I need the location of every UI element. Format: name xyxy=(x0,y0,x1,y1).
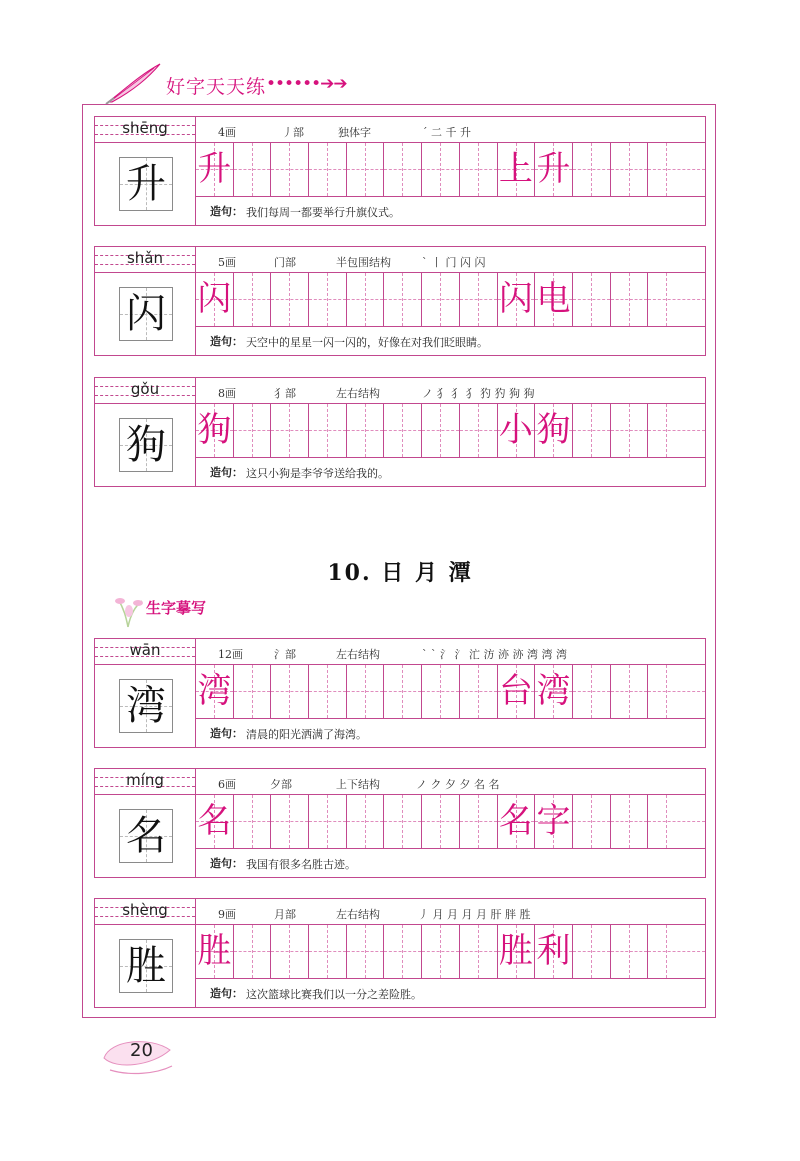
pinyin: shǎn xyxy=(126,249,164,267)
practice-cell xyxy=(271,143,309,196)
practice-cell xyxy=(384,404,422,457)
practice-cell xyxy=(535,273,573,326)
stroke-order: ノ 犭 犭 犭 犳 犳 狗 狗 xyxy=(422,387,535,400)
model-character-cell xyxy=(95,795,196,877)
pinyin-box xyxy=(95,378,196,404)
sentence-label: 造句： xyxy=(210,857,243,870)
radical: 丿部 xyxy=(282,126,304,139)
sentence-label: 造句： xyxy=(210,466,243,479)
practice-character: 利 xyxy=(536,931,571,971)
practice-cell xyxy=(573,404,611,457)
stroke-count: 4画 xyxy=(218,126,236,139)
pinyin-box xyxy=(95,769,196,795)
practice-cell xyxy=(611,925,649,978)
practice-cell xyxy=(271,404,309,457)
structure: 半包围结构 xyxy=(336,256,391,269)
practice-cell xyxy=(460,273,498,326)
radical: 氵部 xyxy=(274,648,296,661)
practice-cell xyxy=(535,404,573,457)
stroke-order: ˊ 二 千 升 xyxy=(422,126,471,139)
practice-cell xyxy=(498,404,536,457)
character-card xyxy=(94,638,706,748)
practice-cell xyxy=(234,273,272,326)
section-header xyxy=(112,591,312,631)
practice-cell xyxy=(384,143,422,196)
practice-cell xyxy=(611,143,649,196)
stroke-count: 8画 xyxy=(218,387,236,400)
example-sentence xyxy=(196,458,705,486)
model-character: 胜 xyxy=(126,943,166,989)
model-character: 湾 xyxy=(126,683,166,729)
model-character: 狗 xyxy=(126,422,166,468)
practice-cell xyxy=(611,665,649,718)
practice-cell xyxy=(271,795,309,848)
character-card xyxy=(94,116,706,226)
example-sentence xyxy=(196,849,705,877)
stroke-count: 12画 xyxy=(218,648,243,661)
practice-grid xyxy=(196,665,705,719)
practice-cell xyxy=(347,273,385,326)
practice-character: 升 xyxy=(197,149,232,189)
practice-cell xyxy=(384,925,422,978)
practice-cell xyxy=(535,143,573,196)
practice-cell xyxy=(422,925,460,978)
stroke-order: ˋ 丨 门 闪 闪 xyxy=(422,256,486,269)
practice-cell xyxy=(611,795,649,848)
practice-cell xyxy=(309,404,347,457)
sentence-text: 我们每周一都要举行升旗仪式。 xyxy=(246,206,400,219)
practice-cell xyxy=(498,143,536,196)
practice-cell xyxy=(347,404,385,457)
practice-character: 台 xyxy=(498,671,533,711)
radical: 门部 xyxy=(274,256,296,269)
practice-cell xyxy=(648,925,705,978)
practice-cell xyxy=(648,665,705,718)
practice-cell xyxy=(648,795,705,848)
structure: 左右结构 xyxy=(336,908,380,921)
practice-cell xyxy=(573,143,611,196)
radical: 犭部 xyxy=(274,387,296,400)
character-card xyxy=(94,377,706,487)
practice-cell xyxy=(611,273,649,326)
character-info xyxy=(196,117,705,143)
page-header xyxy=(104,62,364,106)
example-sentence xyxy=(196,197,705,225)
sentence-text: 天空中的星星一闪一闪的，好像在对我们眨眼睛。 xyxy=(246,336,488,349)
page-number: 20 xyxy=(130,1040,153,1061)
practice-character: 升 xyxy=(536,149,571,189)
practice-cell xyxy=(460,404,498,457)
practice-cell xyxy=(234,404,272,457)
practice-cell xyxy=(460,143,498,196)
structure: 左右结构 xyxy=(336,387,380,400)
sentence-label: 造句： xyxy=(210,335,243,348)
page-number-badge xyxy=(100,1030,180,1080)
stroke-order: ˋ ˋ 氵 氵 汒 汸 洂 洂 湾 湾 湾 xyxy=(422,648,567,661)
model-character: 升 xyxy=(126,161,166,207)
practice-cell xyxy=(309,665,347,718)
stroke-order: 丿 月 月 月 月 肝 胖 胜 xyxy=(418,908,531,921)
pinyin-box xyxy=(95,639,196,665)
practice-cell xyxy=(234,143,272,196)
practice-character: 胜 xyxy=(197,931,232,971)
practice-cell xyxy=(422,143,460,196)
stroke-count: 6画 xyxy=(218,778,236,791)
practice-cell xyxy=(196,143,234,196)
model-character-cell xyxy=(95,143,196,225)
practice-cell xyxy=(611,404,649,457)
model-character-cell xyxy=(95,665,196,747)
pinyin: gǒu xyxy=(130,380,160,398)
header-title: 好字天天练 xyxy=(166,76,267,98)
practice-character: 名 xyxy=(197,801,232,841)
practice-grid xyxy=(196,925,705,979)
practice-cell xyxy=(196,795,234,848)
practice-cell xyxy=(309,143,347,196)
practice-cell xyxy=(309,273,347,326)
character-card xyxy=(94,246,706,356)
pinyin: shèng xyxy=(122,901,168,919)
practice-grid xyxy=(196,273,705,327)
practice-cell xyxy=(460,925,498,978)
practice-cell xyxy=(498,795,536,848)
character-card xyxy=(94,898,706,1008)
character-info xyxy=(196,247,705,273)
structure: 上下结构 xyxy=(336,778,380,791)
practice-character: 闪 xyxy=(197,279,232,319)
practice-cell xyxy=(460,665,498,718)
practice-cell xyxy=(347,925,385,978)
practice-cell xyxy=(384,665,422,718)
model-character: 名 xyxy=(126,813,166,859)
practice-cell xyxy=(347,795,385,848)
practice-cell xyxy=(196,665,234,718)
practice-cell xyxy=(309,925,347,978)
pinyin: míng xyxy=(126,771,164,789)
practice-cell xyxy=(347,143,385,196)
practice-cell xyxy=(573,273,611,326)
pinyin: wān xyxy=(129,641,161,659)
practice-cell xyxy=(271,665,309,718)
practice-cell xyxy=(309,795,347,848)
sentence-label: 造句： xyxy=(210,987,243,1000)
practice-character: 字 xyxy=(536,801,571,841)
practice-cell xyxy=(196,404,234,457)
practice-cell xyxy=(573,665,611,718)
character-info xyxy=(196,378,705,404)
practice-character: 小 xyxy=(498,410,533,450)
pinyin-box xyxy=(95,899,196,925)
example-sentence xyxy=(196,719,705,747)
practice-cell xyxy=(498,273,536,326)
character-info xyxy=(196,639,705,665)
sentence-text: 这次篮球比赛我们以一分之差险胜。 xyxy=(246,988,422,1001)
sentence-text: 清晨的阳光洒满了海湾。 xyxy=(246,728,367,741)
practice-cell xyxy=(196,925,234,978)
flower-icon xyxy=(112,591,146,629)
practice-cell xyxy=(460,795,498,848)
practice-cell xyxy=(271,273,309,326)
structure: 独体字 xyxy=(338,126,371,139)
practice-cell xyxy=(234,665,272,718)
radical: 月部 xyxy=(274,908,296,921)
practice-cell xyxy=(498,925,536,978)
practice-character: 湾 xyxy=(536,671,571,711)
arrow-decoration: ••••••➔➔ xyxy=(266,74,347,94)
stroke-order: ノ ク 夕 夕 名 名 xyxy=(416,778,500,791)
practice-grid xyxy=(196,404,705,458)
practice-character: 胜 xyxy=(498,931,533,971)
practice-cell xyxy=(271,925,309,978)
model-character-cell xyxy=(95,273,196,355)
practice-character: 狗 xyxy=(197,410,232,450)
practice-character: 电 xyxy=(536,279,571,319)
structure: 左右结构 xyxy=(336,648,380,661)
practice-cell xyxy=(422,404,460,457)
practice-cell xyxy=(422,273,460,326)
practice-cell xyxy=(648,404,705,457)
practice-grid xyxy=(196,795,705,849)
model-character: 闪 xyxy=(126,291,166,337)
practice-character: 名 xyxy=(498,801,533,841)
practice-cell xyxy=(498,665,536,718)
practice-cell xyxy=(648,143,705,196)
sentence-text: 我国有很多名胜古迹。 xyxy=(246,858,356,871)
radical: 夕部 xyxy=(270,778,292,791)
lesson-title: 10. 日 月 潭 xyxy=(327,560,473,586)
sentence-label: 造句： xyxy=(210,727,243,740)
pinyin: shēng xyxy=(122,119,168,137)
example-sentence xyxy=(196,327,705,355)
practice-cell xyxy=(196,273,234,326)
stroke-count: 5画 xyxy=(218,256,236,269)
sentence-text: 这只小狗是李爷爷送给我的。 xyxy=(246,467,389,480)
character-card xyxy=(94,768,706,878)
character-info xyxy=(196,769,705,795)
model-character-cell xyxy=(95,925,196,1007)
practice-cell xyxy=(573,925,611,978)
practice-character: 上 xyxy=(498,149,533,189)
character-info xyxy=(196,899,705,925)
pinyin-box xyxy=(95,247,196,273)
example-sentence xyxy=(196,979,705,1007)
practice-cell xyxy=(422,665,460,718)
stroke-count: 9画 xyxy=(218,908,236,921)
practice-cell xyxy=(234,795,272,848)
practice-character: 湾 xyxy=(197,671,232,711)
model-character-cell xyxy=(95,404,196,486)
practice-cell xyxy=(384,273,422,326)
practice-cell xyxy=(384,795,422,848)
feather-pen-icon xyxy=(104,62,164,106)
practice-grid xyxy=(196,143,705,197)
sentence-label: 造句： xyxy=(210,205,243,218)
pinyin-box xyxy=(95,117,196,143)
practice-cell xyxy=(422,795,460,848)
section-title: 生字摹写 xyxy=(146,599,207,617)
practice-cell xyxy=(347,665,385,718)
practice-cell xyxy=(535,795,573,848)
practice-cell xyxy=(535,665,573,718)
practice-character: 狗 xyxy=(536,410,571,450)
practice-cell xyxy=(573,795,611,848)
practice-cell xyxy=(648,273,705,326)
practice-cell xyxy=(535,925,573,978)
practice-cell xyxy=(234,925,272,978)
practice-character: 闪 xyxy=(498,279,533,319)
